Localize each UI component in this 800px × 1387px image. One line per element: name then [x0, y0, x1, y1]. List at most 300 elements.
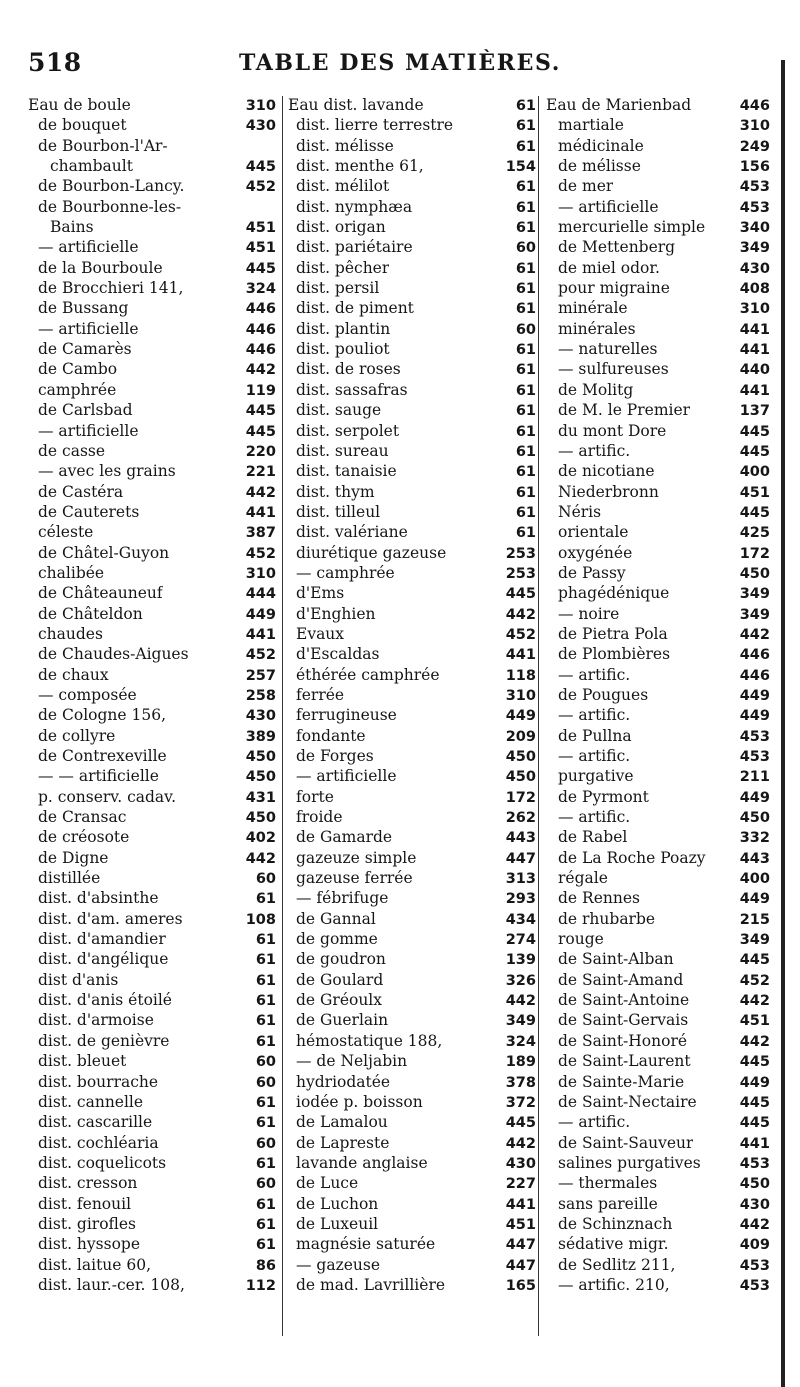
entry-term: lavande anglaise: [296, 1153, 428, 1172]
index-entry: [28, 726, 276, 746]
index-entry: [546, 787, 770, 807]
entry-term: de Forges: [296, 747, 374, 765]
index-entry: [28, 990, 276, 1010]
entry-term: de Saint-Nectaire: [558, 1092, 697, 1111]
index-entry: [28, 115, 276, 135]
entry-page-number: 449: [739, 1074, 770, 1091]
entry-page-number: 431: [245, 789, 276, 806]
index-entry: [546, 665, 770, 685]
entry-page-number: 310: [245, 565, 276, 582]
index-column-3: [546, 95, 770, 1295]
entry-page-number: 257: [245, 667, 276, 684]
entry-term: dist. cannelle: [38, 1092, 144, 1111]
entry-term: de gomme: [296, 930, 378, 949]
entry-term: magnésie saturée: [296, 1235, 436, 1254]
entry-page-number: 447: [505, 1237, 536, 1254]
index-entry: [28, 949, 276, 969]
entry-term: de Molitg: [558, 380, 634, 399]
entry-page-number: 453: [739, 199, 770, 216]
index-entry: [546, 298, 770, 318]
index-entry: [546, 237, 770, 257]
entry-term: éthérée camphrée: [296, 665, 440, 684]
index-entry: [546, 746, 770, 766]
entry-term: — — artificielle: [38, 767, 159, 786]
entry-term: camphrée: [38, 380, 117, 399]
index-entry: [288, 1072, 536, 1092]
entry-page-number: 332: [739, 830, 770, 847]
entry-page-number: 60: [515, 321, 536, 338]
index-entry: [28, 624, 276, 644]
entry-page-number: 310: [739, 301, 770, 318]
entry-page-number: 450: [505, 749, 536, 765]
entry-page-number: 441: [739, 382, 770, 399]
entry-page-number: 430: [739, 1196, 770, 1213]
entry-page-number: 154: [505, 159, 536, 176]
index-entry: [546, 909, 770, 929]
entry-term: de mer: [558, 177, 614, 196]
entry-term: de Bourbonne-les-: [38, 197, 182, 216]
index-entry: [28, 482, 276, 502]
entry-page-number: 61: [515, 504, 536, 521]
entry-term: chaudes: [38, 624, 103, 643]
entry-page-number: 449: [739, 789, 770, 806]
index-entry: [288, 1275, 536, 1295]
entry-term: dist. sauge: [296, 401, 382, 420]
entry-term: orientale: [558, 523, 629, 542]
entry-page-number: 442: [505, 606, 536, 623]
entry-term: — noire: [558, 604, 620, 623]
entry-term: de Saint-Gervais: [558, 1011, 689, 1030]
entry-term: — gazeuse: [296, 1255, 381, 1274]
index-entry: [28, 197, 276, 217]
entry-page-number: 220: [245, 443, 276, 460]
index-entry: [288, 807, 536, 827]
index-entry: [546, 421, 770, 441]
entry-term: purgative: [558, 767, 634, 786]
entry-term: dist. plantin: [296, 319, 391, 338]
entry-term: minérales: [558, 319, 636, 338]
entry-term: — artific.: [558, 808, 631, 827]
entry-page-number: 61: [255, 891, 276, 908]
entry-term: de Cauterets: [38, 502, 140, 521]
entry-page-number: 440: [739, 362, 770, 379]
entry-page-number: 446: [739, 667, 770, 684]
index-entry: [288, 339, 536, 359]
index-entry: [288, 1255, 536, 1275]
entry-page-number: 61: [515, 403, 536, 420]
entry-term: d'Ems: [296, 584, 345, 603]
index-entry: [288, 1092, 536, 1112]
entry-term: de Cambo: [38, 360, 118, 379]
index-entry: [288, 990, 536, 1010]
index-entry: [546, 136, 770, 156]
index-entry: [28, 583, 276, 603]
index-entry: [28, 1092, 276, 1112]
page-header: [0, 48, 800, 88]
entry-term: — naturelles: [558, 340, 658, 359]
index-entry: [288, 1051, 536, 1071]
entry-page-number: 310: [739, 118, 770, 135]
entry-page-number: 349: [739, 240, 770, 257]
entry-page-number: 61: [255, 1115, 276, 1132]
index-entry: [546, 319, 770, 339]
entry-page-number: 211: [739, 769, 770, 786]
index-entry: [288, 319, 536, 339]
entry-term: dist. cochléaria: [38, 1133, 159, 1152]
entry-page-number: 400: [739, 464, 770, 481]
entry-page-number: 452: [245, 545, 276, 562]
entry-term: p. conserv. cadav.: [38, 787, 177, 806]
index-entry: [28, 176, 276, 196]
entry-page-number: 450: [245, 769, 276, 786]
entry-page-number: 409: [739, 1237, 770, 1254]
entry-page-number: 445: [245, 159, 276, 176]
entry-term: dist. valériane: [296, 523, 408, 542]
index-entry: [546, 1255, 770, 1275]
entry-term: pour migraine: [558, 279, 670, 298]
index-entry: [28, 1010, 276, 1030]
index-entry: [28, 522, 276, 542]
entry-page-number: 442: [245, 362, 276, 379]
entry-term: dist. serpolet: [296, 421, 400, 440]
entry-term: hydriodatée: [296, 1072, 391, 1091]
entry-page-number: 408: [739, 281, 770, 298]
entry-term: de Digne: [38, 848, 109, 867]
entry-page-number: 60: [255, 871, 276, 888]
entry-term: de Sainte-Marie: [558, 1072, 685, 1091]
entry-term: dist. laur.-cer. 108,: [38, 1275, 185, 1294]
entry-term: ferrée: [296, 685, 345, 704]
entry-page-number: 402: [245, 830, 276, 847]
entry-term: — artific. 210,: [558, 1275, 670, 1294]
entry-term: de mad. Lavrillière: [296, 1275, 446, 1294]
entry-page-number: 449: [245, 606, 276, 623]
index-entry: [28, 1153, 276, 1173]
entry-page-number: 61: [255, 1033, 276, 1050]
index-entry: [28, 400, 276, 420]
entry-term: de Bourbon-Lancy.: [38, 177, 185, 196]
entry-term: ferrugineuse: [296, 706, 397, 725]
entry-page-number: 61: [515, 301, 536, 318]
entry-term: de Lamalou: [296, 1113, 388, 1132]
entry-page-number: 430: [739, 260, 770, 277]
entry-term: fondante: [296, 726, 366, 745]
entry-page-number: 445: [739, 423, 770, 440]
entry-term: sédative migr.: [558, 1235, 669, 1254]
index-entry: [28, 136, 276, 156]
entry-term: Eau de boule: [28, 96, 131, 114]
index-entry: [28, 848, 276, 868]
entry-term: dist. origan: [296, 218, 386, 237]
index-entry: [546, 441, 770, 461]
entry-page-number: 61: [515, 260, 536, 277]
index-entry: [28, 1214, 276, 1234]
entry-page-number: 61: [255, 1216, 276, 1233]
entry-page-number: 118: [505, 667, 536, 684]
index-entry: [28, 929, 276, 949]
index-entry: [28, 909, 276, 929]
entry-page-number: 310: [245, 98, 276, 114]
entry-page-number: 61: [515, 484, 536, 501]
entry-term: dist. sassafras: [296, 380, 408, 399]
entry-page-number: 442: [245, 484, 276, 501]
index-entry: [288, 949, 536, 969]
entry-term: de Gréoulx: [296, 991, 382, 1010]
index-entry: [28, 502, 276, 522]
entry-term: chalibée: [38, 563, 105, 582]
index-entry: [546, 705, 770, 725]
index-entry: [546, 726, 770, 746]
index-entry: [546, 1112, 770, 1132]
entry-term: de Carlsbad: [38, 401, 133, 420]
page-edge-rule: [781, 60, 785, 1387]
entry-term: dist. mélisse: [296, 136, 394, 155]
index-entry: [288, 726, 536, 746]
index-entry: [288, 1234, 536, 1254]
entry-page-number: 349: [739, 932, 770, 949]
index-entry: [288, 868, 536, 888]
index-entry: [546, 482, 770, 502]
index-entry: [288, 197, 536, 217]
entry-page-number: 450: [245, 749, 276, 765]
entry-term: dist. pouliot: [296, 340, 390, 359]
index-entry: [288, 1173, 536, 1193]
column-divider: [282, 96, 283, 1336]
entry-term: dist. d'am. ameres: [38, 909, 183, 928]
index-entry: [28, 441, 276, 461]
index-entry: [288, 1194, 536, 1214]
entry-page-number: 445: [739, 1094, 770, 1111]
entry-page-number: 172: [505, 789, 536, 806]
index-entry: [546, 339, 770, 359]
entry-page-number: 372: [505, 1094, 536, 1111]
index-entry: [28, 644, 276, 664]
entry-term: mercurielle simple: [558, 218, 706, 237]
index-entry: [28, 1133, 276, 1153]
entry-page-number: 137: [739, 403, 770, 420]
entry-term: de Châteauneuf: [38, 584, 163, 603]
entry-term: chambault: [50, 157, 133, 176]
index-entry: [546, 990, 770, 1010]
entry-page-number: 253: [505, 565, 536, 582]
index-entry: [546, 95, 770, 115]
entry-page-number: 445: [739, 1115, 770, 1132]
entry-page-number: 444: [245, 586, 276, 603]
entry-term: de Bussang: [38, 299, 129, 318]
entry-term: de Goulard: [296, 970, 384, 989]
index-entry: [28, 258, 276, 278]
entry-term: de Guerlain: [296, 1011, 389, 1030]
entry-term: — artificielle: [38, 319, 139, 338]
entry-term: — sulfureuses: [558, 360, 669, 379]
entry-page-number: 112: [245, 1277, 276, 1294]
index-entry: [28, 543, 276, 563]
index-column-2: [288, 95, 536, 1295]
entry-page-number: 61: [255, 1094, 276, 1111]
entry-page-number: 400: [739, 871, 770, 888]
entry-term: de Luce: [296, 1174, 359, 1193]
entry-term: de chaux: [38, 665, 109, 684]
entry-page-number: 452: [739, 972, 770, 989]
entry-page-number: 61: [255, 932, 276, 949]
entry-term: rouge: [558, 930, 604, 949]
index-entry: [28, 766, 276, 786]
entry-term: — artific.: [558, 441, 631, 460]
index-entry: [288, 1153, 536, 1173]
index-entry: [288, 298, 536, 318]
entry-term: de Pougues: [558, 685, 649, 704]
index-entry: [28, 888, 276, 908]
entry-term: dist. d'armoise: [38, 1011, 154, 1030]
entry-page-number: 445: [245, 423, 276, 440]
entry-term: de Saint-Honoré: [558, 1031, 688, 1050]
entry-page-number: 172: [739, 545, 770, 562]
entry-term: Evaux: [296, 624, 345, 643]
index-entry: [28, 827, 276, 847]
entry-page-number: 340: [739, 220, 770, 237]
entry-term: dist. hyssope: [38, 1235, 140, 1254]
entry-page-number: 446: [739, 647, 770, 664]
entry-page-number: 378: [505, 1074, 536, 1091]
index-entry: [546, 827, 770, 847]
index-entry: [546, 1133, 770, 1153]
entry-page-number: 61: [255, 1013, 276, 1030]
entry-term: sans pareille: [558, 1194, 658, 1213]
entry-page-number: 61: [255, 1155, 276, 1172]
entry-term: gazeuze simple: [296, 848, 417, 867]
entry-page-number: 61: [255, 1237, 276, 1254]
entry-page-number: 445: [739, 504, 770, 521]
entry-page-number: 453: [739, 1277, 770, 1294]
entry-page-number: 452: [505, 626, 536, 643]
entry-term: de Saint-Alban: [558, 950, 674, 969]
index-entry: [288, 1214, 536, 1234]
entry-page-number: 445: [245, 260, 276, 277]
index-entry: [288, 644, 536, 664]
entry-page-number: 139: [505, 952, 536, 969]
index-entry: [288, 685, 536, 705]
index-entry: [288, 258, 536, 278]
entry-page-number: 445: [505, 1115, 536, 1132]
entry-page-number: 430: [505, 1155, 536, 1172]
entry-page-number: 60: [255, 1074, 276, 1091]
index-entry: [28, 563, 276, 583]
entry-page-number: 61: [515, 281, 536, 298]
entry-page-number: 445: [739, 443, 770, 460]
entry-term: dist. laitue 60,: [38, 1255, 152, 1274]
index-entry: [288, 522, 536, 542]
entry-term: de Gamarde: [296, 828, 393, 847]
entry-page-number: 108: [245, 911, 276, 928]
entry-page-number: 441: [505, 1196, 536, 1213]
entry-term: dist. cascarille: [38, 1113, 153, 1132]
index-entry: [28, 359, 276, 379]
index-entry: [546, 644, 770, 664]
index-entry: [288, 1133, 536, 1153]
index-entry: [288, 217, 536, 237]
entry-term: du mont Dore: [558, 421, 667, 440]
entry-page-number: 453: [739, 1155, 770, 1172]
entry-page-number: 61: [515, 98, 536, 114]
index-entry: [546, 766, 770, 786]
index-entry: [546, 1072, 770, 1092]
entry-term: — artificielle: [296, 767, 397, 786]
entry-page-number: 60: [255, 1135, 276, 1152]
index-entry: [546, 1234, 770, 1254]
entry-term: de Châtel-Guyon: [38, 543, 170, 562]
page-number: 518: [28, 48, 82, 77]
entry-term: de Chaudes-Aigues: [38, 645, 189, 664]
entry-term: dist. cresson: [38, 1174, 138, 1193]
index-entry: [546, 1092, 770, 1112]
index-entry: [546, 176, 770, 196]
entry-term: de créosote: [38, 828, 130, 847]
index-entry: [546, 949, 770, 969]
index-entry: [28, 1051, 276, 1071]
entry-term: froide: [296, 808, 343, 827]
entry-term: dist. mélilot: [296, 177, 390, 196]
entry-term: de miel odor.: [558, 258, 660, 277]
index-entry: [28, 868, 276, 888]
index-entry: [28, 604, 276, 624]
entry-page-number: 442: [739, 626, 770, 643]
index-entry: [288, 95, 536, 115]
index-entry: [546, 522, 770, 542]
index-entry: [28, 339, 276, 359]
entry-term: de Cransac: [38, 808, 127, 827]
entry-page-number: 61: [515, 423, 536, 440]
entry-page-number: 446: [245, 321, 276, 338]
index-entry: [28, 95, 276, 115]
entry-page-number: 441: [245, 504, 276, 521]
entry-page-number: 452: [245, 179, 276, 196]
entry-page-number: 446: [245, 301, 276, 318]
entry-page-number: 253: [505, 545, 536, 562]
entry-term: dist. d'anis étoilé: [38, 991, 172, 1010]
entry-page-number: 310: [505, 687, 536, 704]
entry-term: de La Roche Poazy: [558, 848, 706, 867]
entry-page-number: 453: [739, 179, 770, 196]
entry-page-number: 61: [255, 1196, 276, 1213]
entry-term: de mélisse: [558, 157, 641, 176]
entry-term: dist. de genièvre: [38, 1031, 170, 1050]
entry-term: de Rabel: [558, 828, 628, 847]
entry-page-number: 442: [505, 1135, 536, 1152]
entry-term: gazeuse ferrée: [296, 869, 413, 888]
entry-page-number: 441: [739, 342, 770, 359]
entry-term: de Gannal: [296, 909, 376, 928]
index-entry: [546, 1153, 770, 1173]
index-entry: [28, 1275, 276, 1295]
entry-term: de Brocchieri 141,: [38, 279, 184, 298]
entry-page-number: 119: [245, 382, 276, 399]
entry-term: de rhubarbe: [558, 909, 656, 928]
entry-term: de Schinznach: [558, 1214, 673, 1233]
entry-page-number: 442: [739, 1033, 770, 1050]
entry-term: d'Enghien: [296, 604, 376, 623]
index-entry: [546, 848, 770, 868]
entry-page-number: 450: [245, 810, 276, 827]
index-entry: [288, 766, 536, 786]
entry-page-number: 441: [505, 647, 536, 664]
index-entry: [288, 665, 536, 685]
entry-page-number: 449: [505, 708, 536, 725]
entry-term: dist. d'absinthe: [38, 889, 159, 908]
index-entry: [288, 1112, 536, 1132]
entry-term: de M. le Premier: [558, 401, 691, 420]
index-entry: [288, 583, 536, 603]
entry-term: dist. pariétaire: [296, 238, 413, 257]
